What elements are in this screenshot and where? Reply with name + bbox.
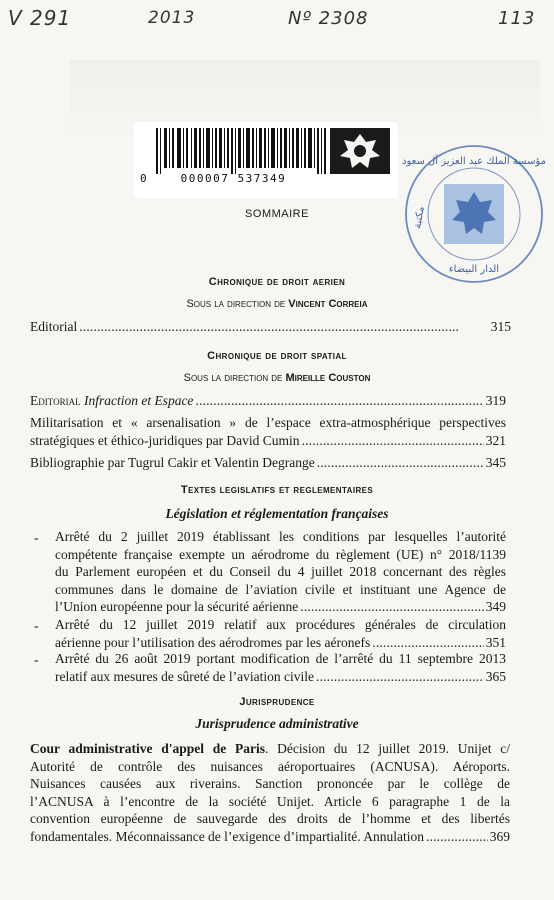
section-subtitle-legislation: Législation et réglementation françaises bbox=[165, 506, 389, 521]
handwritten-volume: V 291 bbox=[8, 6, 72, 30]
page-number: 351 bbox=[485, 634, 506, 650]
page-title: SOMMAIRE bbox=[245, 208, 309, 220]
page-number: 315 bbox=[490, 319, 511, 334]
stamp-arabic-top: مؤسسة الملك عبد العزيز آل سعود bbox=[402, 156, 546, 167]
handwritten-year: 2013 bbox=[148, 8, 196, 28]
section-subtitle-jurisprudence-administrative: Jurisprudence administrative bbox=[195, 716, 359, 731]
toc-entry-editorial-air[interactable]: Editorial . . . 315 bbox=[30, 318, 511, 336]
page-number: 369 bbox=[489, 828, 510, 844]
page-number: 349 bbox=[485, 599, 506, 614]
toc-entry-bibliographie[interactable]: Bibliographie par Tugrul Cakir et Valentin Degrange . . . 345 bbox=[30, 454, 506, 472]
page-number: 365 bbox=[485, 668, 506, 684]
library-logo-icon bbox=[330, 128, 390, 174]
section-title-textes: Textes legislatifs et reglementaires bbox=[180, 484, 374, 496]
toc-entry-cour-administrative[interactable]: Cour administrative d'appel de Paris. Décision du 12 juillet 2019. Unijet c/ Autorité de contrôle des nuisances aéroportuaires (ACNUSA). Aéroports. Nuisances causées aux riverains. Sanction prononcée par le collège de l’ACNUSA à l’encontre de la société Unijet. Article 6 paragraphe 1 de la convention européenne de sauvegarde des droits de l’homme et des libertés fondamentales. Méconnaissance de l’exigence d’impartialité. Annulation . . . 369 bbox=[30, 740, 510, 845]
barcode-label bbox=[134, 122, 398, 198]
handwritten-page: 113 bbox=[498, 8, 536, 29]
barcode-number: 0 000007 537349 bbox=[140, 172, 287, 185]
section-director-space: Sous la direction de Mireille Couston bbox=[183, 372, 371, 384]
toc-entry-arrete-26-aout[interactable]: Arrêté du 26 août 2019 portant modification de l’arrêté du 11 septembre 2013 relatif aux mesures de sûreté de l’aviation civile . . . 365 bbox=[55, 650, 506, 685]
toc-entry-editorial-space[interactable]: Editorial Infraction et Espace . . . 319 bbox=[30, 392, 506, 410]
page-number: 319 bbox=[485, 393, 506, 408]
page-number: 321 bbox=[485, 432, 506, 448]
section-director-air: Sous la direction de Vincent Correia bbox=[186, 298, 368, 310]
section-title-air: Chronique de droit aerien bbox=[208, 276, 346, 288]
document-page: V 291 2013 Nº 2308 113 0 000007 537349 مؤسسة الملك عبد العزيز آل سعود مكتبة الدار البيضاء SOMMAIRE Chronique de droit aerien Sous la direction de Vincent Correia Editorial . . . 315 Chronique de droit spatial Sous la direction de Mireille Couston Editorial Infraction et Espace . . . 319 Militarisation et « arsenalisation » de l’espace extra-atmosphérique perspectives stratégiques et éthico-juridiques par David Cumin . . . 321 Bibliographie par Tugrul Cakir et Valentin Degrange . . . 345 Textes legislatifs et reglementaires Législation et réglementation françaises - Arrêté du 2 juillet 2019 établissant les conditions par lesquelles l’autorité compétente française exempte un aérodrome du règlement (UE) n° 2018/1139 du Parlement européen et du Conseil du 4 juillet 2018 concernant des règles communes dans le domaine de l’aviation civile et instituant une Agence de l’Union européenne pour la sécurité aérienne . . . 349 - Arrêté du 12 juillet 2019 relatif aux procédures générales de circulation aérienne pour l’utilisation des aérodromes par les aéronefs . . . 351 - Arrêté du 26 août 2019 portant modification de l’arrêté du 11 septembre 2013 relatif aux mesures de sûreté de l’aviation civile . . . 365 Jurisprudence Jurisprudence administrative Cour administrative d'appel de Paris. Décision du 12 juillet 2019. Unijet c/ Autorité de contrôle des nuisances aéroportuaires (ACNUSA). Aéroports. Nuisances causées aux riverains. Sanction prononcée par le collège de l’ACNUSA à l’encontre de la société Unijet. Article 6 paragraphe 1 de la convention européenne de sauvegarde des droits de l’homme et des libertés fondamentales. Méconnaissance de l’exigence d’impartialité. Annulation . . . 369 bbox=[0, 0, 554, 900]
handwritten-ref: Nº 2308 bbox=[288, 8, 369, 29]
toc-entry-arrete-12-juillet[interactable]: Arrêté du 12 juillet 2019 relatif aux procédures générales de circulation aérienne pour l’utilisation des aérodromes par les aéronefs . . . 351 bbox=[55, 616, 506, 651]
stamp-arabic-left: مكتبة bbox=[412, 205, 427, 230]
barcode-icon bbox=[156, 128, 326, 174]
section-title-jurisprudence: Jurisprudence bbox=[239, 696, 315, 708]
page-number: 345 bbox=[485, 455, 506, 470]
toc-entry-arrete-2-juillet[interactable]: Arrêté du 2 juillet 2019 établissant les conditions par lesquelles l’autorité compétente française exempte un aérodrome du règlement (UE) n° 2018/1139 du Parlement européen et du Conseil du 4 juillet 2018 concernant des règles communes dans le domaine de l’aviation civile et instituant une Agence de l’Union européenne pour la sécurité aérienne . . . 349 bbox=[55, 528, 506, 616]
section-title-space: Chronique de droit spatial bbox=[207, 350, 347, 362]
toc-entry-militarisation[interactable]: Militarisation et « arsenalisation » de l’espace extra-atmosphérique perspectives stratégiques et éthico-juridiques par David Cumin . . . 321 bbox=[30, 414, 506, 449]
stamp-arabic-bottom: الدار البيضاء bbox=[448, 264, 500, 275]
